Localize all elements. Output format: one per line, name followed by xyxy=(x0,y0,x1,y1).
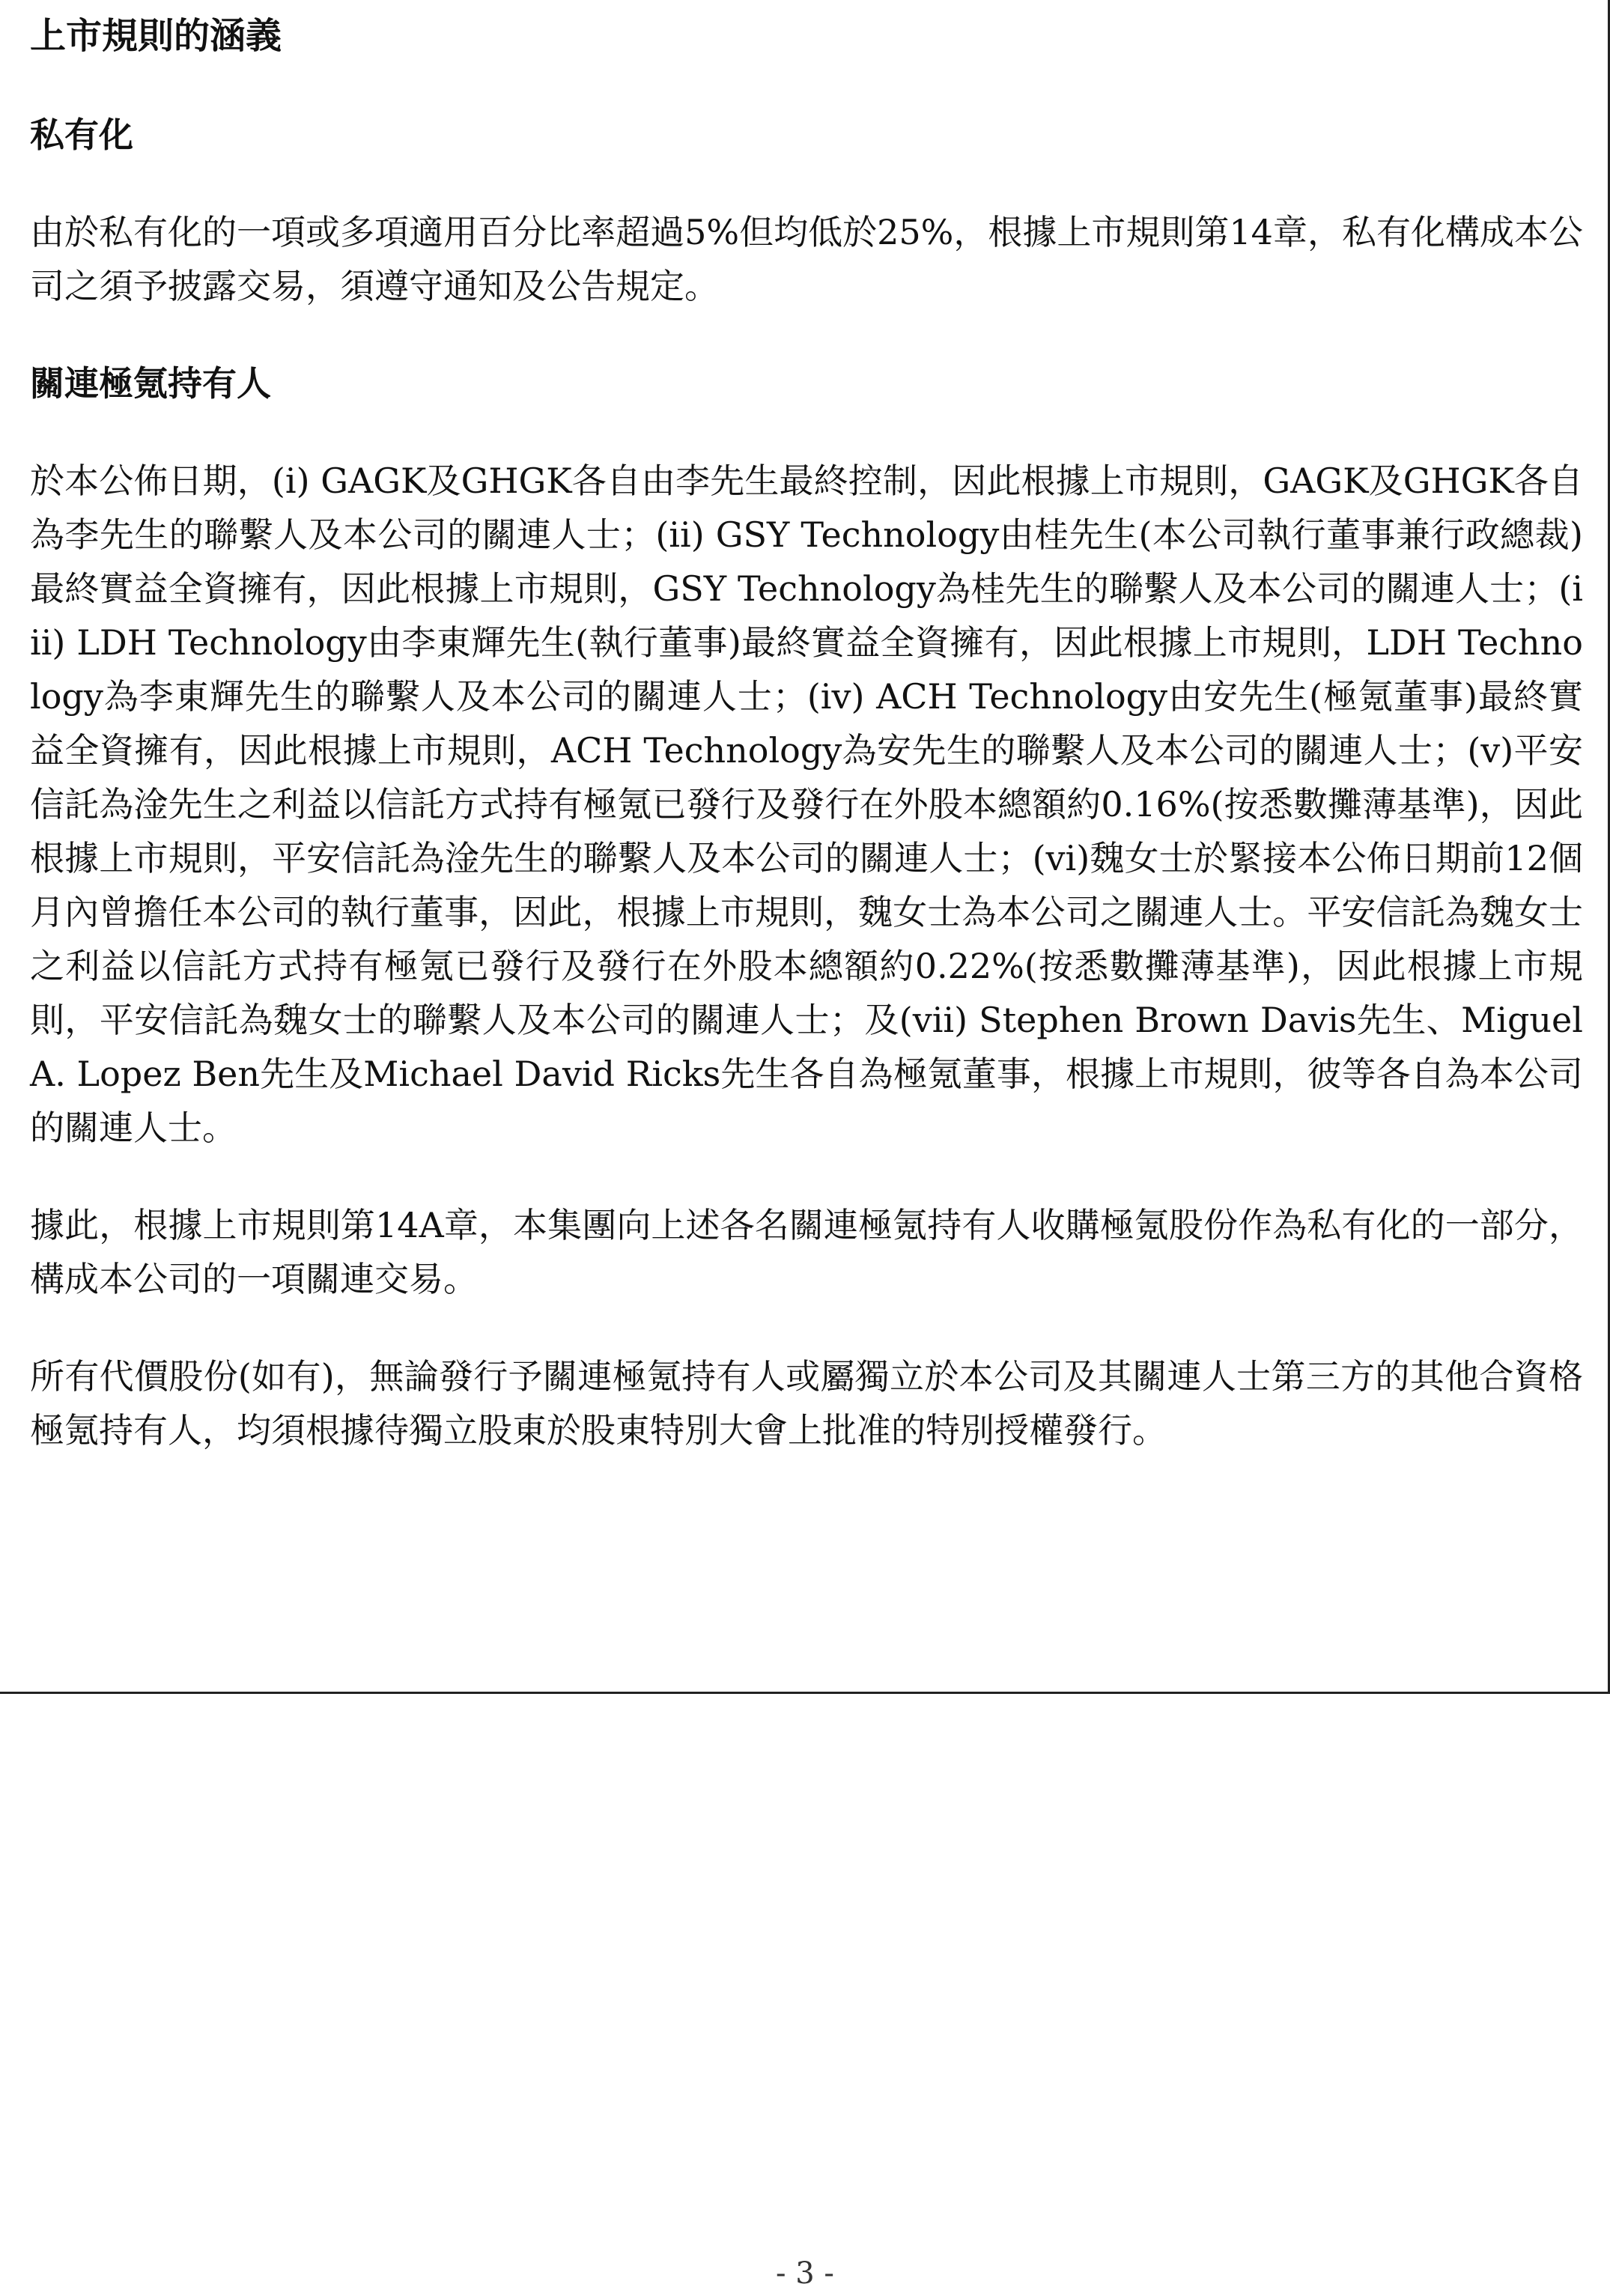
connected-holders-heading: 關連極氪持有人 xyxy=(30,363,271,404)
connected-holders-paragraph-1: 於本公佈日期，(i) GAGK及GHGK各自由李先生最終控制，因此根據上市規則，GAGK及GHGK各自為李先生的聯繫人及本公司的關連人士；(ii) GSY Technology由桂先生(本公司執行董事兼行政總裁)最終實益全資擁有，因此根據上市規則，GSY Technology為桂先生的聯繫人及本公司的關連人士；(iii) LDH Technology由李東輝先生(執行董事)最終實益全資擁有，因此根據上市規則，LDH Technology為李東輝先生的聯繫人及本公司的關連人士；(iv) ACH Technology由安先生(極氪董事)最終實益全資擁有，因此根據上市規則，ACH Technology為安先生的聯繫人及本公司的關連人士；(v)平安信託為淦先生之利益以信託方式持有極氪已發行及發行在外股本總額約0.16%(按悉數攤薄基準)，因此根據上市規則，平安信託為淦先生的聯繫人及本公司的關連人士；(vi)魏女士於緊接本公佈日期前12個月內曾擔任本公司的執行董事，因此，根據上市規則，魏女士為本公司之關連人士。平安信託為魏女士之利益以信託方式持有極氪已發行及發行在外股本總額約0.22%(按悉數攤薄基準)，因此根據上市規則，平安信託為魏女士的聯繫人及本公司的關連人士；及(vii) Stephen Brown Davis先生、Miguel A. Lopez Ben先生及Michael David Ricks先生各自為極氪董事，根據上市規則，彼等各自為本公司的關連人士。 xyxy=(30,461,1583,1148)
privatization-paragraph: 由於私有化的一項或多項適用百分比率超過5%但均低於25%，根據上市規則第14章，私有化構成本公司之須予披露交易，須遵守通知及公告規定。 xyxy=(30,212,1583,306)
privatization-heading: 私有化 xyxy=(30,115,133,155)
connected-holders-paragraph-2: 據此，根據上市規則第14A章，本集團向上述各名關連極氪持有人收購極氪股份作為私有化的一部分，構成本公司的一項關連交易。 xyxy=(30,1205,1583,1299)
section-title: 上市規則的涵義 xyxy=(30,15,282,57)
page-number: - 3 - xyxy=(776,2256,834,2291)
content-body xyxy=(30,9,1583,1457)
connected-holders-paragraph-3: 所有代價股份(如有)，無論發行予關連極氪持有人或屬獨立於本公司及其關連人士第三方的其他合資格極氪持有人，均須根據待獨立股東於股東特別大會上批准的特別授權發行。 xyxy=(30,1356,1583,1451)
